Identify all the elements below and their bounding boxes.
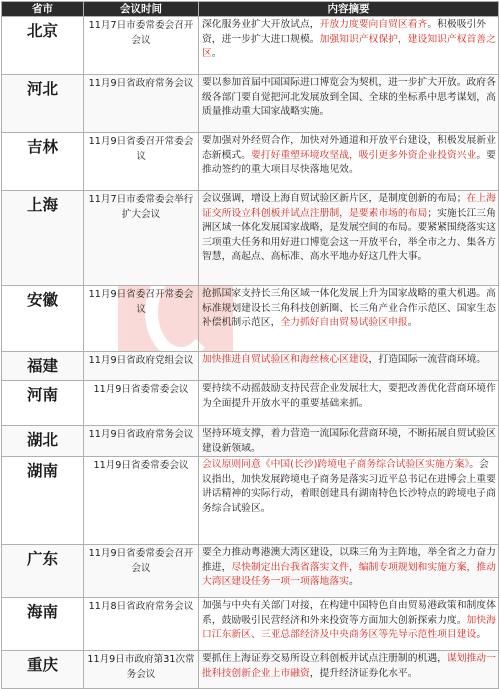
summary-text: 。要推动签约的重大项目尽快落地见效。 [202,149,496,176]
summary-text: 要全力推动粤港澳大湾区建设，以珠三角为主阵地，举全省之力奋力推进， [202,547,496,573]
meeting-summary-table [1,1,499,689]
table-row [2,545,499,598]
province-cell: 广东 [2,545,84,598]
summary-text: 坚持环境支撑，着力营造一流国际化营商环境，不断拓展自贸试验区建设新领域。 [202,428,496,454]
highlighted-text: 加快海口江东新区、三亚总部经济及中央商务区等先导示范性项目建设 [202,614,496,641]
summary-text: ；实施长江三角洲区域一体化发展国家战略，是发展空间的布局。要紧紧围绕落实这三项重大任务和用好进口博览会这一开放平台，举全市之力、集各方智慧，高起点、高标准、高水平地办好这几件大事。 [202,207,496,263]
meeting-time-cell: 11月7日市委常委会召开会议 [84,17,199,75]
table-row [2,352,499,381]
summary-text: 要以参加首届中国国际进口博览会为契机，进一步扩大开放。政府各级各部门要自觉把河北发展放到全国、全球的坐标系中思考谋划，高质量推动重大国家战略实施。 [202,77,496,118]
highlighted-text: 会议原则同意《中国(长沙)跨境电子商务综合试验区实施方案》 [202,459,470,471]
meeting-time-cell: 11月9日省委召开常委会议 [84,286,199,352]
province-cell: 吉林 [2,133,84,191]
highlighted-text: 开放力度要向自贸区看齐 [319,19,428,30]
highlighted-text: 加强知识产权保护，建设知识产权首善之区 [202,33,496,60]
meeting-time-cell: 11月9日省政府常务会议 [84,426,199,457]
header-time: 会议时间 [84,2,199,17]
summary-text: 深化服务业扩大开放试点， [202,19,320,30]
table-row [2,381,499,426]
meeting-time-cell: 11月9日省委常委会召开会议 [84,545,199,598]
meeting-time-cell: 11月9日市政府第31次常务会议 [84,651,199,689]
table-row [2,598,499,651]
summary-text: 。 [348,576,359,588]
summary-text: ，打造国际一流营商环境。 [368,354,487,365]
summary-cell [199,352,499,381]
province-cell: 北京 [2,17,84,75]
highlighted-text: 尽快制定出台我省落实文件，编制专项规划和实施方案，推动大湾区建设任务一项一项落地落实 [202,561,496,588]
summary-text: 会议强调，增设上海自贸试验区新片区，是制度创新的布局； [202,193,467,204]
meeting-time-cell: 11月9日省政府常务会议 [84,75,199,133]
province-cell: 海南 [2,598,84,651]
meeting-time-cell: 11月9日省委常委会议 [84,381,199,426]
highlighted-text: 在上海证交所设立科创板并试点注册制，是要素市场的布局 [202,193,496,219]
highlighted-text: 全力抓好自由贸易试验区申报 [280,317,408,329]
summary-text: 。 [476,629,487,641]
summary-cell [199,426,499,457]
summary-cell [199,457,499,545]
header-summary: 内容摘要 [199,2,499,17]
summary-cell [199,191,499,286]
meeting-time-cell: 11月9日省政府党组会议 [84,352,199,381]
summary-cell [199,651,499,689]
summary-cell [199,381,499,426]
table-row [2,133,499,191]
highlighted-text: 加快推进自贸试验区和海丝核心区建设 [202,354,369,365]
header-province: 省市 [2,2,84,17]
summary-cell [199,133,499,191]
meeting-time-cell: 11月8日省政府常务会议 [84,598,199,651]
summary-text: 。会议指出，加快发展跨境电子商务是落实习近平总书记在进博会上重要讲话精神的实际行动，着眼创建具有湖南特色长沙特点的跨境电子商务综合试验区。 [202,459,496,514]
summary-text: 。 [407,317,418,329]
summary-cell [199,75,499,133]
table-row [2,426,499,457]
province-cell: 安徽 [2,286,84,352]
province-cell: 上海 [2,191,84,286]
province-cell: 湖南 [2,457,84,545]
table-row [2,651,499,689]
summary-text: 。 [211,48,222,60]
province-cell: 河南 [2,381,84,426]
summary-text: 要持续不动摇鼓励支持民营企业发展壮大，要把改善优化营商环境作为全面提升开放水平的重要基础来抓。 [202,383,496,409]
table-row [2,457,499,545]
summary-text: 。积极吸引外资，进一步扩大进口规模。 [202,19,487,45]
table-row [2,191,499,286]
meeting-time-cell: 11月7日市委常委会举行扩大会议 [84,191,199,286]
table-row [2,286,499,352]
summary-text: 要加强对外经贸合作，加快对外通道和开放平台建设，积极发展新业态新模式。 [202,135,496,161]
summary-text: 抢抓国家支持长三角区域一体化发展上升为国家战略的重大机遇。高标准规划建设长三角科技创新圈、长三角产业合作示范区、国家生态补偿机制示范区， [202,288,496,329]
province-cell: 湖北 [2,426,84,457]
meeting-time-cell: 11月9日省委召开常委会议 [84,133,199,191]
summary-text: 要抓住上海证券交易所设立科创板并试点注册制的机遇， [202,653,447,665]
table-row [2,75,499,133]
summary-cell [199,286,499,352]
province-cell: 重庆 [2,651,84,689]
summary-cell [199,545,499,598]
highlighted-text: 谋划推动一批科技创新企业上市融资 [202,653,496,679]
highlighted-text: 要打好重塑环境攻坚战，吸引更多外资企业投资兴业 [250,149,477,161]
province-cell: 福建 [2,352,84,381]
summary-text: 加强与中央有关部门对接，在构建中国特色自由贸易港政策和制度体系，鼓励吸引民营经济和外来投资等方面加大创新探索力度。 [202,600,496,626]
province-cell: 河北 [2,75,84,133]
meeting-time-cell: 11月9日省委常委会议 [84,457,199,545]
table-row [2,17,499,75]
summary-cell [199,17,499,75]
table-header-row [2,2,499,17]
summary-text: ，提升经济证券化水平。 [309,667,418,679]
summary-cell [199,598,499,651]
